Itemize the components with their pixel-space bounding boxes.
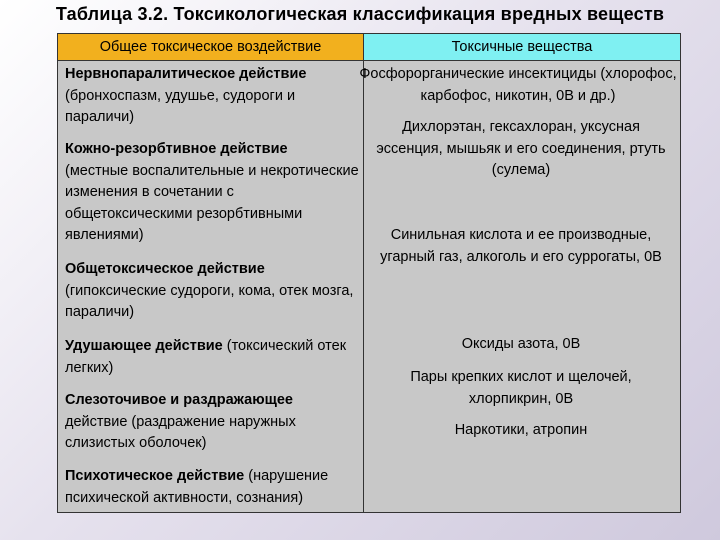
substance-item: Дихлорэтан, гексахлоран, уксусная эссенция, мышьяк и его соединения, ртуть (сулема): [376, 119, 666, 178]
substance-item: Наркотики, атропин: [454, 422, 588, 438]
effect-name: Нервнопаралитическое действие: [65, 66, 307, 82]
substance-item: Оксиды азота, 0В: [461, 336, 581, 352]
effect-desc: действие (раздражение наружных слизистых оболочек): [65, 413, 296, 451]
effect-item: [65, 259, 360, 324]
substance-item: Синильная кислота и ее производные, угарный газ, алкоголь и его суррогаты, 0В: [380, 227, 662, 265]
header-effects: Общее токсическое воздействие: [58, 34, 364, 61]
effect-item: [65, 64, 360, 129]
effect-name: Удушающее действие: [65, 338, 223, 354]
effect-desc: (бронхоспазм, удушье, судороги и параличи): [65, 87, 296, 125]
effect-item: [65, 390, 360, 455]
effect-name: Общетоксическое действие: [65, 261, 265, 277]
effect-desc: (токсический отек легких): [65, 338, 347, 376]
effect-name: Психотическое действие: [65, 468, 245, 484]
column-divider: [363, 60, 364, 512]
effect-desc: (местные воспалительные и некротические изменения в сочетании с общетоксическими резорбтивными явлениями): [65, 162, 359, 243]
effect-item: [65, 466, 360, 509]
effect-item: [65, 139, 360, 247]
substance-item: Пары крепких кислот и щелочей, хлорпикрин, 0В: [410, 369, 632, 407]
effect-item: [65, 336, 360, 379]
table-title: Таблица 3.2. Токсикологическая классификация вредных веществ: [55, 4, 665, 24]
effect-desc: (нарушение психической активности, сознания): [65, 468, 329, 506]
effect-name: Слезоточивое и раздражающее: [65, 392, 293, 408]
effect-name: Кожно-резорбтивное действие: [65, 141, 288, 157]
classification-table: [57, 33, 681, 513]
header-substances: Токсичные вещества: [364, 34, 680, 61]
substance-item: Фосфорорганические инсектициды (хлорофос, карбофос, никотин, 0В и др.): [359, 66, 677, 104]
effect-desc: (гипоксические судороги, кома, отек мозга, параличи): [65, 282, 354, 320]
